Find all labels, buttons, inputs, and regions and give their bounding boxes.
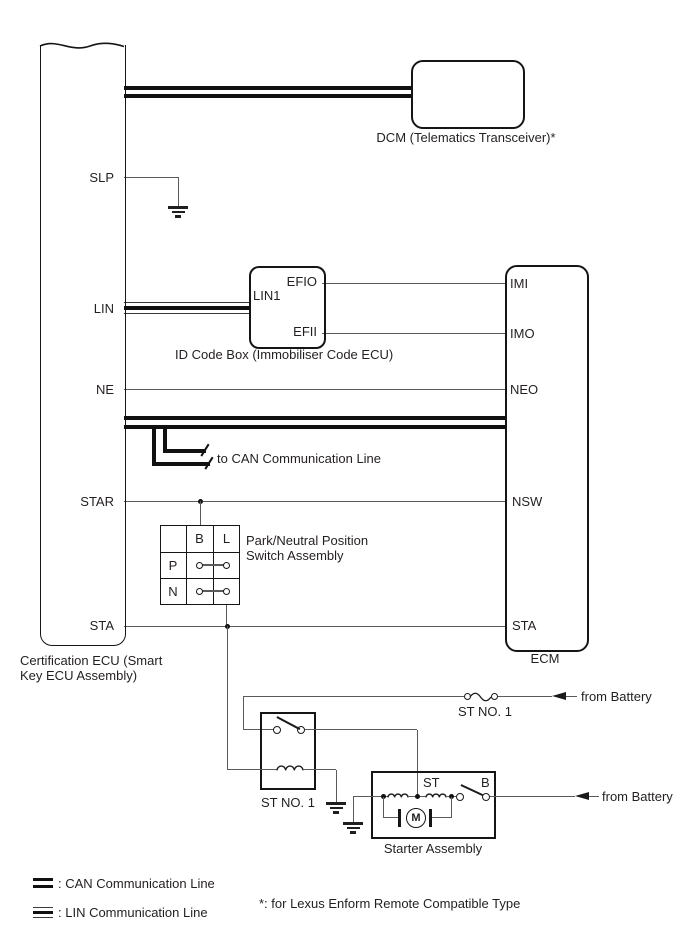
motor-wire-right-h	[432, 817, 451, 818]
pin-sta-left: STA	[89, 618, 114, 633]
pnp-contact	[196, 562, 203, 569]
wire-arrow-tail	[566, 696, 577, 697]
junction-dot	[415, 794, 420, 799]
starter-terminal-st: ST	[423, 775, 440, 790]
wire-b-out	[490, 796, 575, 797]
pin-ne: NE	[95, 381, 114, 397]
can-line-symbol	[33, 878, 53, 889]
ground-icon	[330, 807, 343, 810]
pin-imi: IMI	[510, 275, 529, 291]
legend-lin-label: : LIN Communication Line	[58, 905, 208, 920]
pnp-caption-1: Park/Neutral Position	[246, 533, 369, 548]
wire-slp-drop	[178, 177, 179, 207]
id-code-box-caption: ID Code Box (Immobiliser Code ECU)	[175, 347, 394, 362]
ground-icon	[347, 827, 360, 830]
wire-slp	[124, 177, 178, 178]
starter-contact	[456, 793, 464, 801]
arrow-from-battery-icon	[552, 692, 566, 700]
ground-icon	[172, 211, 185, 214]
ecm-caption: ECM	[530, 651, 560, 666]
wire-efii-imo	[322, 333, 505, 334]
dcm-caption: DCM (Telematics Transceiver)*	[376, 130, 556, 145]
footnote: *: for Lexus Enform Remote Compatible Type	[259, 896, 521, 911]
certification-ecu-caption-1: Certification ECU (Smart	[20, 653, 163, 668]
can-line-dcm	[124, 86, 411, 98]
pin-sta-ecm: STA	[512, 618, 537, 633]
can-line-ecm	[124, 416, 505, 429]
ground-icon	[326, 802, 346, 805]
pin-efio: EFIO	[286, 274, 317, 289]
legend-can-label: : CAN Communication Line	[58, 876, 215, 891]
wire-fuse-right	[498, 696, 552, 697]
certification-ecu-caption-2: Key ECU Assembly)	[20, 668, 138, 683]
pnp-contact	[223, 588, 230, 595]
starter-terminal-b: B	[481, 775, 490, 790]
pnp-col-l: L	[222, 531, 231, 546]
wire-fuse-left	[243, 696, 464, 697]
motor-wire-left-v	[383, 797, 384, 818]
wire-arrow-tail	[589, 796, 599, 797]
wire-ne-neo	[124, 389, 505, 390]
wire-coil-ground-drop	[336, 770, 337, 802]
wire-pnp-bottom	[226, 605, 227, 626]
can-branch-outer-h	[152, 462, 210, 466]
pnp-row-n: N	[168, 583, 178, 599]
wire-coil-right	[303, 769, 336, 770]
pnp-contact	[196, 588, 203, 595]
can-branch-inner-h	[163, 449, 206, 453]
ground-icon	[168, 206, 188, 209]
can-branch-label: to CAN Communication Line	[217, 451, 382, 466]
can-branch-outer-v	[152, 428, 156, 466]
wire-sta	[124, 626, 505, 627]
fuse-wave-icon	[470, 692, 491, 702]
starter-coil-icon	[388, 789, 408, 798]
motor-bracket	[398, 809, 401, 827]
lin-line	[124, 302, 249, 315]
starter-motor	[406, 808, 426, 828]
wire-star-nsw	[124, 501, 505, 502]
pnp-switch-n-wire	[199, 590, 226, 591]
ground-icon	[175, 215, 181, 218]
from-battery-label-2: from Battery	[602, 789, 673, 804]
certification-ecu-box	[40, 45, 126, 646]
starter-ground-drop	[353, 797, 354, 822]
pnp-caption-2: Switch Assembly	[246, 548, 344, 563]
fuse-contact	[491, 693, 498, 700]
ground-icon	[350, 831, 356, 834]
lin-line-symbol	[33, 907, 53, 918]
wire-relay-out	[305, 729, 417, 730]
arrow-from-battery-icon	[575, 792, 589, 800]
pin-efii: EFII	[293, 324, 317, 339]
pin-imo: IMO	[510, 325, 535, 341]
relay-contact	[273, 726, 281, 734]
st-relay-caption: ST NO. 1	[261, 795, 315, 810]
pin-neo: NEO	[510, 381, 539, 397]
pin-lin1: LIN1	[253, 287, 281, 303]
wire-efio-imi	[322, 283, 505, 284]
ground-icon	[343, 822, 363, 825]
wire-fuse-drop	[243, 697, 244, 730]
wire-sta-drop	[227, 626, 228, 770]
pnp-switch-p-wire	[199, 564, 226, 565]
pin-star: STAR	[80, 493, 114, 509]
motor-wire-right-v	[451, 797, 452, 818]
wire-pnp-top	[200, 501, 201, 525]
pin-slp: SLP	[89, 170, 114, 185]
ecm-box	[505, 265, 589, 652]
pin-lin: LIN	[93, 300, 114, 316]
from-battery-label-1: from Battery	[581, 689, 652, 704]
box-break-wave	[36, 37, 128, 55]
ground-icon	[333, 811, 339, 814]
dcm-box	[411, 60, 525, 129]
pnp-col-b: B	[195, 531, 204, 546]
motor-label: M	[411, 812, 421, 824]
st-fuse-caption: ST NO. 1	[458, 704, 512, 719]
pnp-row-p: P	[168, 557, 178, 573]
wire-coil-left	[227, 769, 277, 770]
pnp-contact	[223, 562, 230, 569]
starter-caption: Starter Assembly	[383, 841, 483, 856]
relay-coil-icon	[277, 762, 303, 771]
pin-nsw: NSW	[512, 493, 543, 509]
